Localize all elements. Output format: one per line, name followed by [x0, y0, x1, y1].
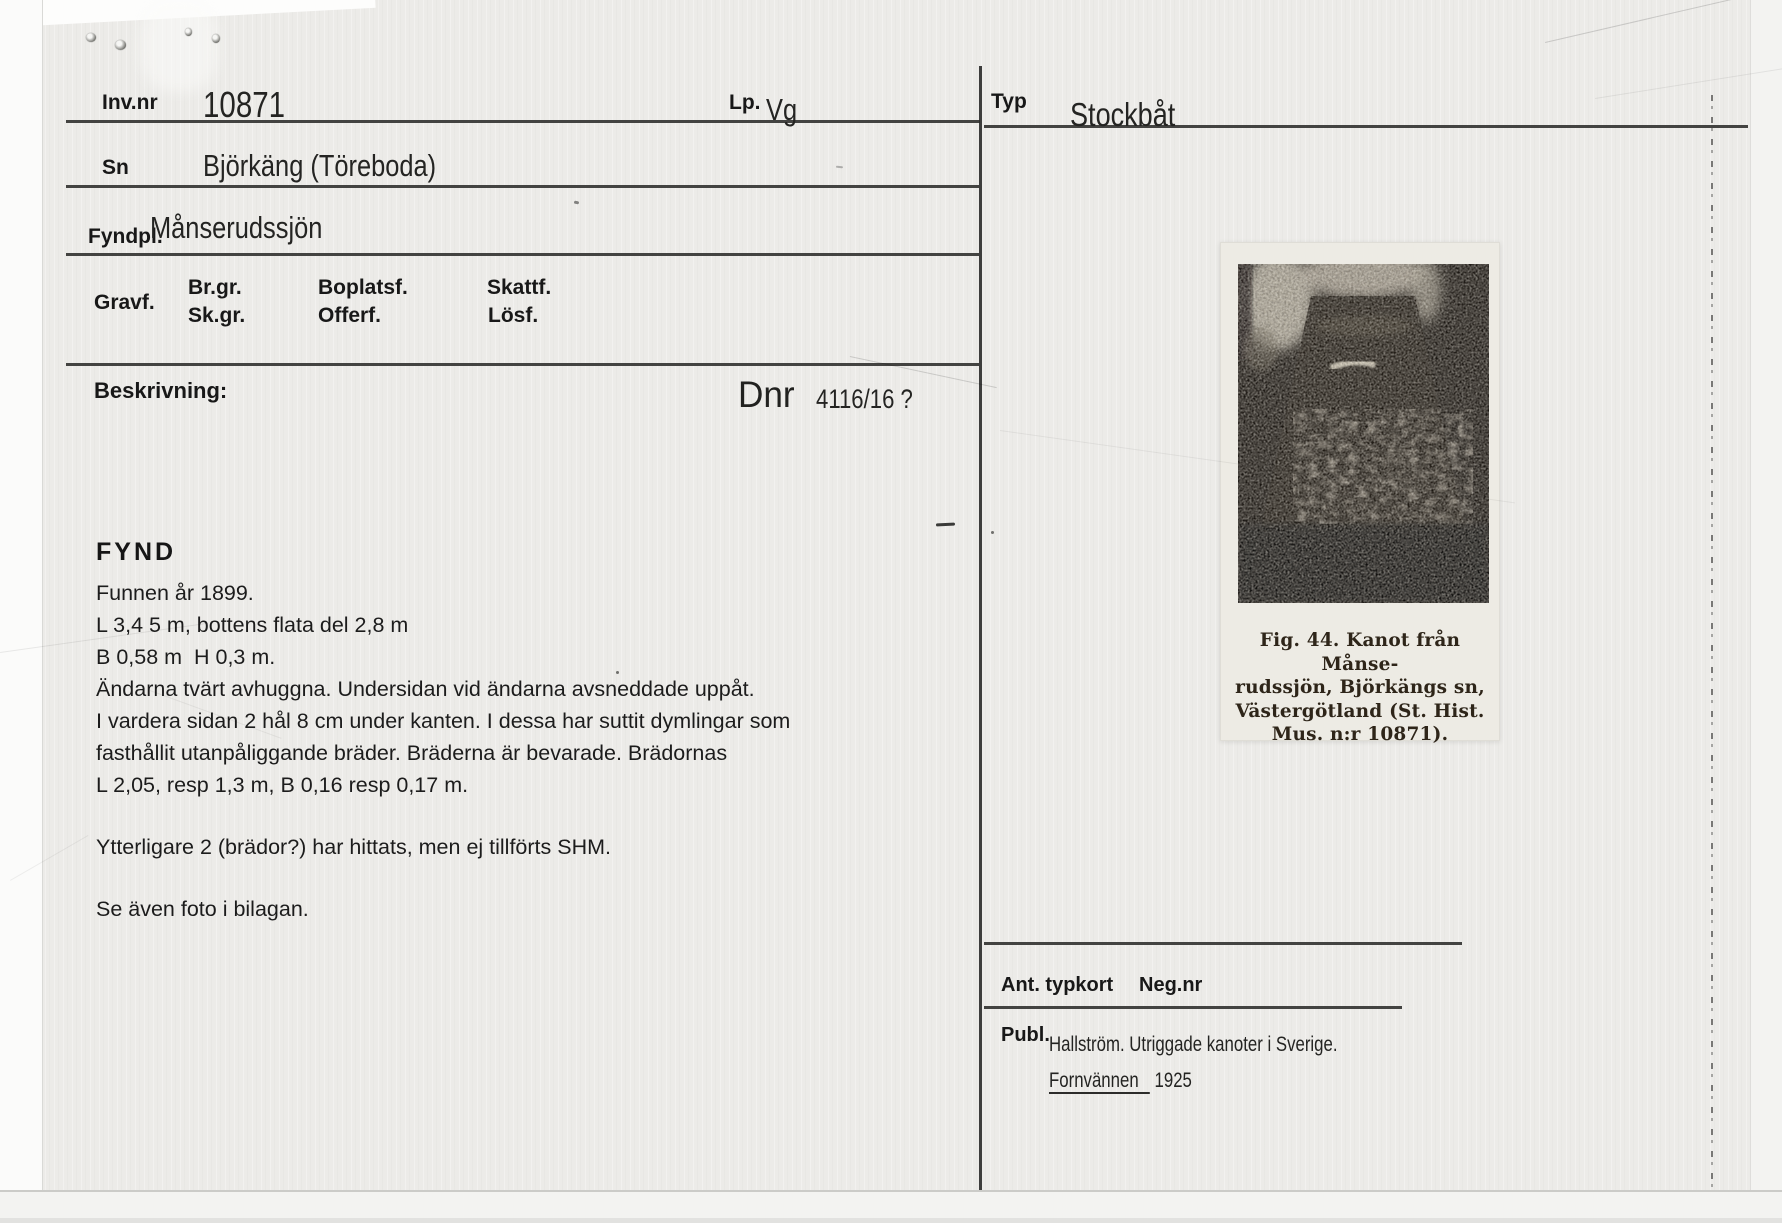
- fynd-line: B 0,58 m H 0,3 m.: [96, 645, 276, 669]
- caption-line: Västergötland (St. Hist.: [1235, 700, 1485, 722]
- fynd-line: L 2,05, resp 1,3 m, B 0,16 resp 0,17 m.: [96, 773, 469, 797]
- typ-label: Typ: [991, 90, 1027, 113]
- caption-line: Mus. n:r 10871).: [1271, 724, 1449, 745]
- rule-under-sn: [66, 185, 979, 188]
- staple-hole: [212, 34, 220, 43]
- fyndpl-value: Månserudssjön: [150, 210, 323, 245]
- fyndpl-label: Fyndpl.: [88, 225, 163, 248]
- ink-speck: [991, 531, 994, 534]
- staple-hole: [185, 28, 192, 36]
- skattf-label: Skattf.: [487, 276, 552, 299]
- sn-value: Björkäng (Töreboda): [203, 148, 437, 183]
- rule-under-fyndpl: [66, 253, 979, 256]
- lp-label: Lp.: [729, 91, 761, 114]
- scan-bottom-shadow: [0, 1218, 1782, 1223]
- ant-typkort-label: Ant. typkort: [1001, 974, 1114, 996]
- rule-under-gravf: [66, 363, 979, 366]
- fynd-line: fasthållit utanpåliggande bräder. Bräderna är bevarade. Brädornas: [96, 741, 728, 765]
- beskrivning-label: Beskrivning:: [94, 378, 228, 403]
- negnr-label: Neg.nr: [1139, 974, 1203, 996]
- publ-label: Publ.: [1001, 1024, 1050, 1046]
- fynd-line: I vardera sidan 2 hål 8 cm under kanten. I dessa har suttit dymlingar som: [96, 709, 791, 733]
- typ-value: Stockbåt: [1070, 96, 1176, 133]
- ink-speck: [836, 166, 843, 169]
- boplatsf-label: Boplatsf.: [318, 276, 408, 299]
- staple-hole: [86, 33, 96, 42]
- stockbat-photo-image: [1238, 264, 1489, 603]
- gravf-label: Gravf.: [94, 291, 155, 314]
- scan-left-edge: [0, 0, 43, 1223]
- publ-reference: Hallström. Utriggade kanoter i Sverige.: [1049, 1033, 1338, 1056]
- sn-label: Sn: [102, 156, 129, 179]
- publ-journal-year: [1049, 1069, 1192, 1093]
- ink-speck: [616, 671, 619, 674]
- losf-label: Lösf.: [488, 304, 539, 327]
- rule-under-ant: [984, 1006, 1402, 1009]
- stockbat-photo: [1238, 264, 1489, 603]
- fynd-line: Funnen år 1899.: [96, 581, 254, 605]
- fynd-line: L 3,4 5 m, bottens flata del 2,8 m: [96, 613, 409, 637]
- offerf-label: Offerf.: [318, 304, 381, 327]
- caption-line: rudssjön, Björkängs sn,: [1235, 677, 1485, 698]
- invnr-value: 10871: [203, 84, 286, 125]
- dnr-label: Dnr: [738, 374, 795, 415]
- fynd-paragraph-2: Ytterligare 2 (brädor?) har hittats, men ej tillförts SHM.: [96, 835, 611, 859]
- fynd-heading: FYND: [96, 538, 177, 566]
- photo-caption: [1221, 629, 1499, 747]
- lp-value: Vg: [766, 92, 798, 127]
- column-divider: [979, 66, 982, 1216]
- glue-mark: [140, 0, 218, 92]
- skgr-label: Sk.gr.: [188, 304, 246, 327]
- scan-right-edge: [1750, 0, 1782, 1223]
- fynd-line: Ändarna tvärt avhuggna. Undersidan vid ändarna avsneddade uppåt.: [96, 677, 755, 701]
- caption-line: Fig. 44. Kanot från Månse-: [1259, 630, 1461, 675]
- page-edge-dotted-line: [1711, 95, 1713, 1218]
- ink-speck: [574, 201, 579, 205]
- scan-bottom-edge: [0, 1190, 1782, 1223]
- rule-above-ant: [984, 942, 1462, 945]
- crease-line: [1545, 0, 1769, 43]
- invnr-label: Inv.nr: [102, 91, 158, 114]
- dnr-value: 4116/16 ?: [816, 384, 913, 414]
- brgr-label: Br.gr.: [188, 276, 242, 299]
- publ-year: 1925: [1149, 1069, 1192, 1092]
- pen-dash-mark: [936, 523, 955, 527]
- staple-hole: [115, 40, 126, 50]
- publ-journal: Fornvännen: [1049, 1069, 1150, 1094]
- photo-clipping: [1220, 242, 1500, 745]
- fynd-paragraph-3: Se även foto i bilagan.: [96, 897, 309, 921]
